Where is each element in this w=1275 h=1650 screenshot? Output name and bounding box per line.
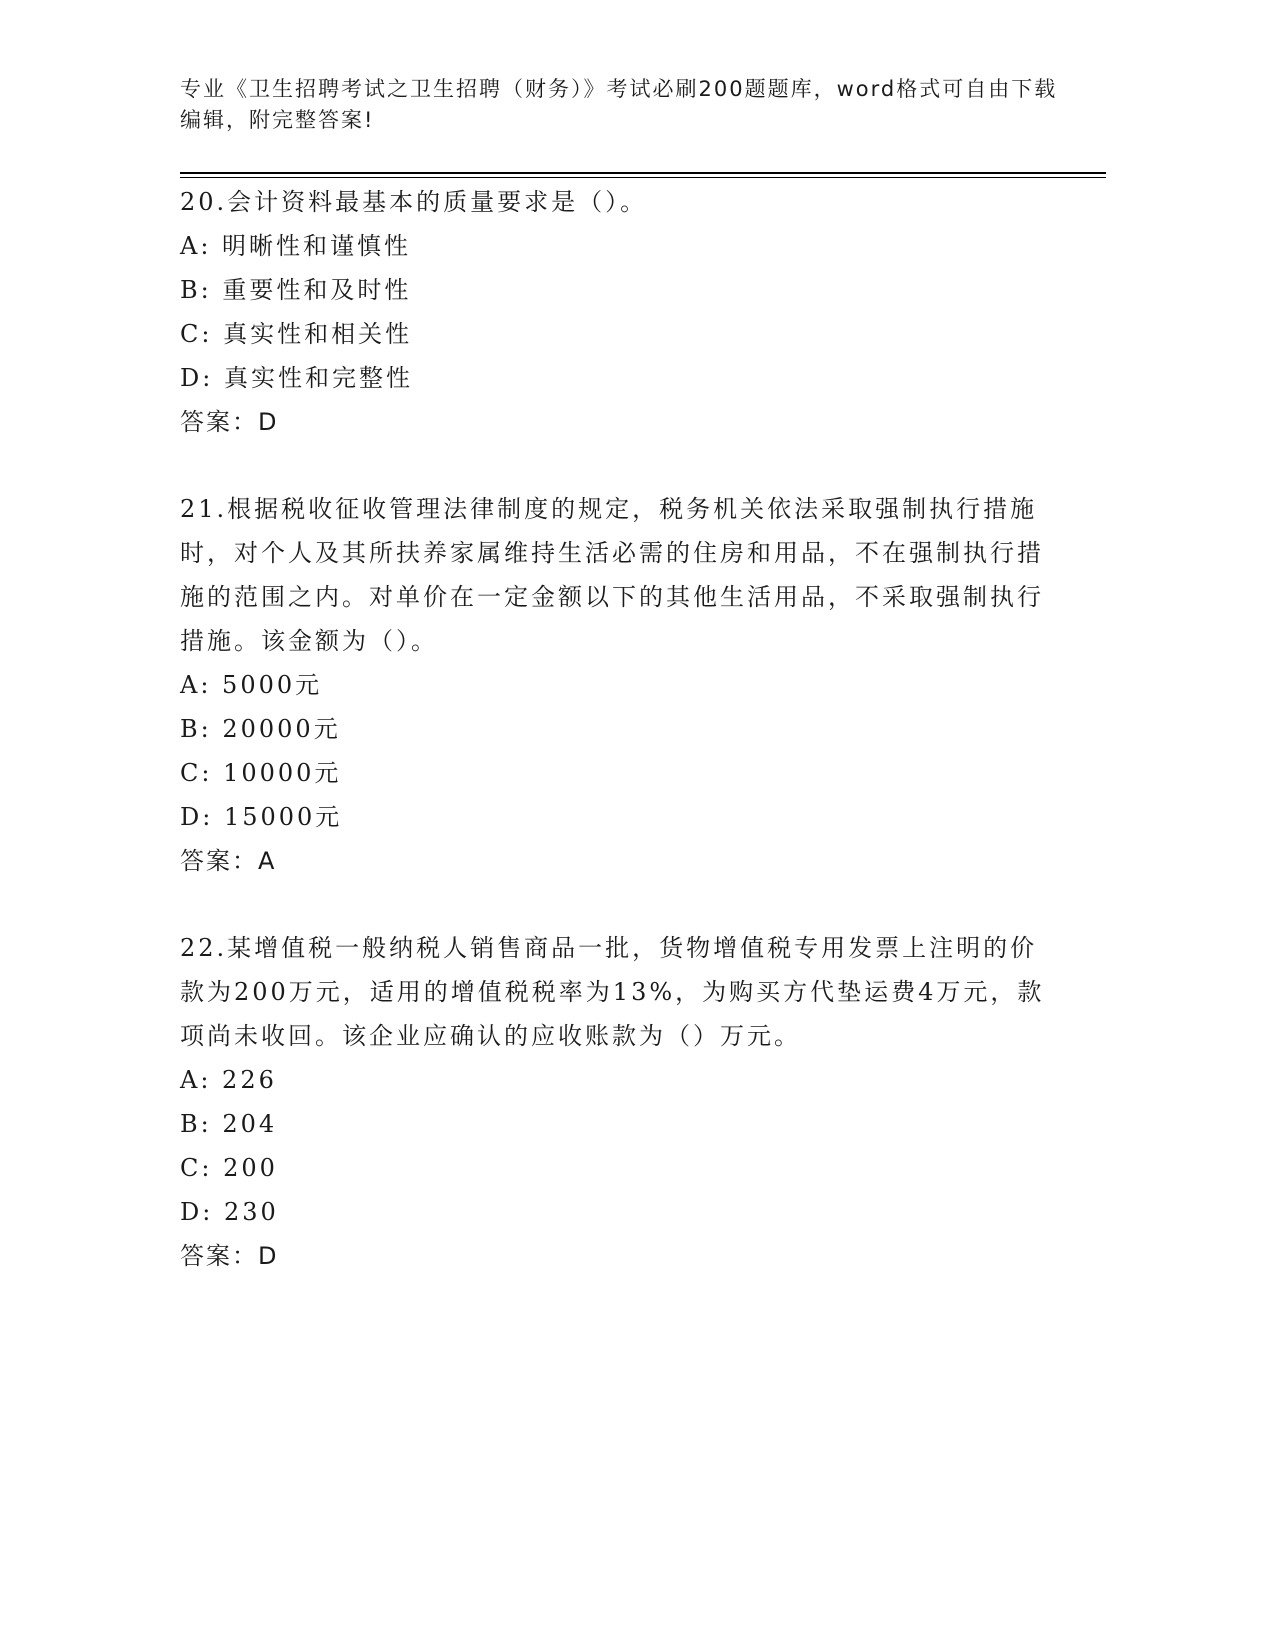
option-c: C: 10000元 bbox=[180, 759, 342, 787]
question-text: 20.会计资料最基本的质量要求是（）。 bbox=[180, 188, 648, 216]
option-d: D: 230 bbox=[180, 1198, 279, 1226]
option-c: C: 200 bbox=[180, 1154, 278, 1182]
header-divider-thick bbox=[180, 172, 1106, 174]
option-b: B: 204 bbox=[180, 1110, 278, 1138]
header-divider-thin bbox=[180, 177, 1106, 178]
option-d: D: 15000元 bbox=[180, 803, 343, 831]
option-b: B: 20000元 bbox=[180, 715, 341, 743]
question-22 bbox=[180, 926, 1060, 1278]
question-21 bbox=[180, 487, 1060, 883]
question-text: 21.根据税收征收管理法律制度的规定，税务机关依法采取强制执行措施时，对个人及其所扶养家属维持生活必需的住房和用品，不在强制执行措施的范围之内。对单价在一定金额以下的其他生活用品，不采取强制执行措施。该金额为（）。 bbox=[180, 495, 1044, 655]
option-b: B: 重要性和及时性 bbox=[180, 276, 412, 304]
option-a: A: 5000元 bbox=[180, 671, 323, 699]
question-list bbox=[180, 180, 1060, 1278]
answer: 答案：D bbox=[180, 408, 279, 436]
document-header bbox=[180, 74, 1060, 136]
question-20 bbox=[180, 180, 1060, 444]
option-d: D: 真实性和完整性 bbox=[180, 364, 413, 392]
header-text: 专业《卫生招聘考试之卫生招聘（财务）》考试必刷200题题库，word格式可自由下载编辑，附完整答案! bbox=[180, 77, 1058, 132]
answer: 答案：A bbox=[180, 847, 277, 875]
question-text: 22.某增值税一般纳税人销售商品一批，货物增值税专用发票上注明的价款为200万元，适用的增值税税率为13%，为购买方代垫运费4万元，款项尚未收回。该企业应确认的应收账款为（）万元。 bbox=[180, 934, 1045, 1050]
answer: 答案：D bbox=[180, 1242, 279, 1270]
option-a: A: 明晰性和谨慎性 bbox=[180, 232, 412, 260]
option-a: A: 226 bbox=[180, 1066, 277, 1094]
option-c: C: 真实性和相关性 bbox=[180, 320, 413, 348]
